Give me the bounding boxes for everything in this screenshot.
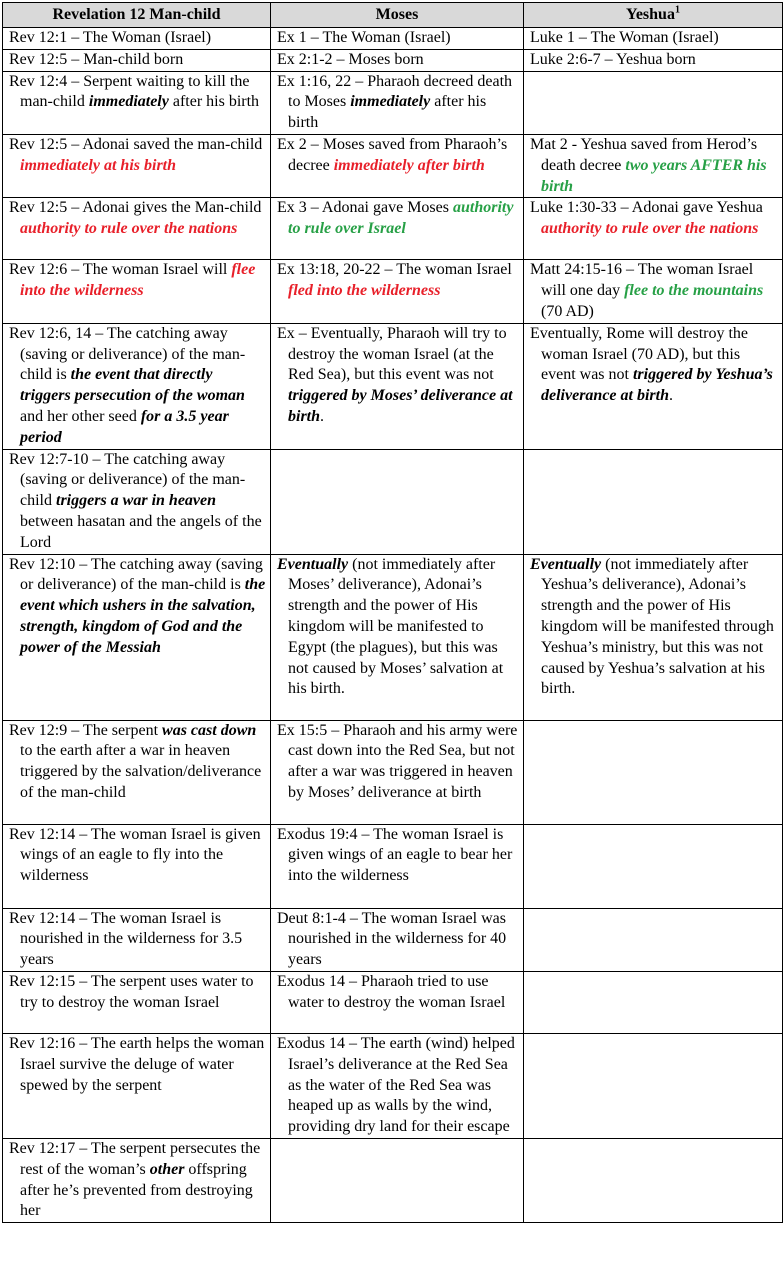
cell-moses (271, 971, 524, 1033)
cell-text (9, 555, 266, 659)
cell-text (530, 555, 778, 701)
table-row (3, 260, 783, 323)
table-body (3, 28, 783, 1223)
cell-text-run: Mat 2 - Yeshua saved from Herod’s death decree (530, 135, 758, 174)
emphasis-text: other (149, 1160, 185, 1178)
cell-text (530, 28, 778, 49)
cell-text (9, 198, 266, 240)
cell-yeshua (524, 260, 783, 323)
cell-text-run: Ex 2 – Moses saved from Pharaoh’s decree (277, 135, 508, 174)
emphasis-text: two years AFTER his birth (541, 156, 767, 195)
cell-text-run: Ex 15:5 – Pharaoh and his army were cast down into the Red Sea, but not after a war was triggered in heaven by Moses’ deliverance at birth (277, 721, 518, 801)
cell-text-run: after his birth (288, 93, 487, 132)
table-row (3, 28, 783, 50)
cell-text-run: Rev 12:6, 14 – The catching away (saving or deliverance) of the man-child is (9, 324, 246, 384)
cell-text (9, 72, 266, 114)
header-row (3, 3, 783, 28)
cell-text (277, 50, 519, 71)
emphasis-text: flee to the mountains (624, 282, 764, 300)
cell-revelation (3, 824, 271, 908)
cell-text (277, 135, 519, 177)
cell-text (277, 260, 519, 302)
cell-revelation (3, 71, 271, 134)
emphasis-text: authority to rule over Israel (288, 199, 514, 238)
cell-text-run: Ex 3 – Adonai gave Moses (277, 199, 453, 217)
cell-text (530, 198, 778, 240)
cell-yeshua (524, 134, 783, 197)
cell-text-run: (not immediately after Yeshua’s deliverance), Adonai’s strength and the power of His kingdom will be manifested through Yeshua’s ministry, but this was not caused by Yeshua’s salvation at his birth. (541, 555, 774, 698)
cell-revelation (3, 198, 271, 260)
cell-revelation (3, 1033, 271, 1138)
cell-text-run: Rev 12:5 – Man-child born (9, 50, 184, 68)
cell-text-run: Exodus 19:4 – The woman Israel is given wings of an eagle to bear her into the wilderness (277, 825, 513, 885)
cell-text-run: Deut 8:1-4 – The woman Israel was nourished in the wilderness for 40 years (277, 909, 507, 969)
footnote-marker: 1 (674, 4, 680, 16)
cell-text-run: Matt 24:15-16 – The woman Israel will one day (530, 261, 754, 300)
emphasis-text: authority to rule over the nations (541, 220, 759, 238)
cell-revelation (3, 323, 271, 449)
cell-text-run: Rev 12:10 – The catching away (saving or deliverance) of the man-child is (9, 555, 263, 594)
cell-text (277, 72, 519, 134)
table-row (3, 323, 783, 449)
table-row (3, 134, 783, 197)
cell-text-run: . (668, 387, 673, 405)
cell-yeshua (524, 1138, 783, 1222)
comparison-table (2, 2, 783, 1223)
cell-text-run: Rev 12:14 – The woman Israel is nourished in the wilderness for 3.5 years (9, 909, 243, 969)
cell-text (277, 1034, 519, 1138)
cell-text-run: (70 AD) (541, 302, 594, 320)
cell-text (9, 972, 266, 1014)
cell-moses (271, 554, 524, 720)
cell-moses (271, 198, 524, 260)
cell-yeshua (524, 908, 783, 971)
cell-text-run: Ex 1 – The Woman (Israel) (277, 29, 451, 46)
table-row (3, 554, 783, 720)
header-yeshua-label: Yeshua (626, 6, 675, 23)
cell-revelation (3, 554, 271, 720)
cell-text-run: Rev 12:5 – Adonai saved the man-child (9, 135, 263, 153)
cell-text (9, 825, 266, 887)
cell-yeshua (524, 1033, 783, 1138)
cell-text (277, 721, 519, 804)
cell-text-run: Exodus 14 – Pharaoh tried to use water to destroy the woman Israel (277, 972, 506, 1011)
cell-text (530, 260, 778, 322)
emphasis-text: the event which ushers in the salvation, strength, kingdom of God and the power of the Messiah (20, 576, 266, 656)
cell-yeshua (524, 449, 783, 554)
cell-yeshua (524, 323, 783, 449)
emphasis-text: immediately at his birth (20, 156, 177, 174)
cell-text (277, 555, 519, 701)
emphasis-text: Eventually (277, 555, 349, 573)
cell-text (277, 198, 519, 240)
emphasis-text: authority to rule over the nations (20, 220, 238, 238)
cell-moses (271, 71, 524, 134)
cell-text (530, 135, 778, 197)
cell-text-run: . (320, 407, 325, 425)
cell-text-run: Exodus 14 – The earth (wind) helped Israel’s deliverance at the Red Sea as the water of the Red Sea was heaped up as walls by the wind, providing dry land for their escape (277, 1034, 515, 1136)
cell-yeshua (524, 49, 783, 71)
cell-text (9, 28, 266, 49)
cell-text (9, 50, 266, 71)
cell-text (9, 721, 266, 804)
cell-text-run: Rev 12:14 – The woman Israel is given wings of an eagle to fly into the wilderness (9, 825, 261, 885)
cell-text-run: Rev 12:5 – Adonai gives the Man-child (9, 199, 262, 217)
cell-text-run: between hasatan and the angels of the Lord (20, 512, 262, 551)
cell-revelation (3, 449, 271, 554)
cell-text (9, 450, 266, 554)
cell-text (277, 972, 519, 1014)
cell-revelation (3, 720, 271, 824)
cell-moses (271, 1033, 524, 1138)
cell-text-run: Luke 2:6-7 – Yeshua born (530, 50, 696, 68)
cell-text (277, 324, 519, 428)
cell-text-run: Ex 1:16, 22 – Pharaoh decreed death to Moses (277, 72, 513, 111)
header-revelation (3, 3, 271, 28)
cell-text-run: Ex 2:1-2 – Moses born (277, 50, 424, 68)
cell-moses (271, 28, 524, 50)
cell-revelation (3, 134, 271, 197)
cell-revelation (3, 28, 271, 50)
emphasis-text: immediately (88, 93, 169, 111)
emphasis-text: Eventually (530, 555, 602, 573)
cell-moses (271, 720, 524, 824)
cell-text-run: Luke 1:30-33 – Adonai gave Yeshua (530, 199, 763, 217)
cell-text-run: to the earth after a war in heaven triggered by the salvation/deliverance of the man-child (20, 742, 262, 801)
emphasis-text: the event that directly triggers persecution of the woman (20, 366, 245, 405)
cell-text (277, 28, 519, 49)
cell-text-run: Ex 13:18, 20-22 – The woman Israel (277, 261, 512, 279)
cell-yeshua (524, 71, 783, 134)
cell-text-run: Rev 12:17 – The serpent persecutes the rest of the woman’s (9, 1139, 261, 1178)
cell-moses (271, 134, 524, 197)
cell-revelation (3, 1138, 271, 1222)
table-row (3, 824, 783, 908)
cell-text (277, 909, 519, 971)
cell-moses (271, 449, 524, 554)
cell-text-run: Rev 12:4 – Serpent waiting to kill the man-child (9, 72, 250, 111)
cell-yeshua (524, 824, 783, 908)
cell-revelation (3, 260, 271, 323)
cell-yeshua (524, 198, 783, 260)
cell-moses (271, 323, 524, 449)
cell-yeshua (524, 971, 783, 1033)
emphasis-text: triggers a war in heaven (56, 492, 217, 510)
cell-text-run: Rev 12:1 – The Woman (Israel) (9, 29, 212, 46)
header-moses (271, 3, 524, 28)
emphasis-text: was cast down (162, 721, 257, 739)
table-row (3, 1138, 783, 1222)
cell-text-run: (not immediately after Moses’ deliverance), Adonai’s strength and the power of His kingdom will be manifested to Egypt (the plagues), but this was not caused by Moses’ salvation at his birth. (288, 555, 504, 698)
table-row (3, 71, 783, 134)
cell-text (530, 324, 778, 407)
cell-text-run: and her other seed (20, 407, 141, 425)
cell-text-run: Luke 1 – The Woman (Israel) (530, 29, 719, 46)
cell-text-run: Rev 12:9 – The serpent (9, 721, 163, 739)
cell-text-run: Eventually, Rome will destroy the woman Israel (70 AD), but this event was not (530, 324, 749, 384)
emphasis-text: immediately after birth (333, 156, 485, 174)
cell-moses (271, 260, 524, 323)
table-row (3, 449, 783, 554)
cell-moses (271, 1138, 524, 1222)
table-row (3, 198, 783, 260)
cell-text-run: Rev 12:15 – The serpent uses water to try to destroy the woman Israel (9, 972, 254, 1011)
emphasis-text: triggered by Moses’ deliverance at birth (288, 387, 513, 425)
cell-text (530, 50, 778, 71)
emphasis-text: for a 3.5 year period (20, 407, 229, 446)
cell-moses (271, 824, 524, 908)
cell-revelation (3, 49, 271, 71)
cell-text-run: Rev 12:16 – The earth helps the woman Israel survive the deluge of water spewed by the serpent (9, 1034, 265, 1094)
cell-text (277, 825, 519, 887)
header-revelation-label: Revelation 12 Man-child (52, 6, 221, 23)
cell-text (9, 909, 266, 971)
cell-text (9, 324, 266, 449)
cell-yeshua (524, 720, 783, 824)
cell-moses (271, 49, 524, 71)
cell-yeshua (524, 554, 783, 720)
emphasis-text: flee into the wilderness (20, 261, 256, 300)
table-row (3, 908, 783, 971)
cell-revelation (3, 971, 271, 1033)
table-row (3, 720, 783, 824)
cell-text (9, 1034, 266, 1096)
cell-yeshua (524, 28, 783, 50)
table-row (3, 971, 783, 1033)
cell-text-run: after his birth (168, 93, 260, 111)
cell-text-run: Rev 12:6 – The woman Israel will (9, 261, 232, 279)
table-row (3, 1033, 783, 1138)
cell-text-run: Rev 12:7-10 – The catching away (saving or deliverance) of the man-child (9, 450, 246, 510)
cell-moses (271, 908, 524, 971)
cell-text (9, 260, 266, 302)
cell-text-run: offspring after he’s prevented from destroying her (20, 1160, 253, 1220)
emphasis-text: triggered by Yeshua’s deliverance at birth (541, 366, 773, 405)
cell-text (9, 1139, 266, 1222)
cell-text (9, 135, 266, 177)
table-row (3, 49, 783, 71)
emphasis-text: immediately (350, 93, 431, 111)
emphasis-text: fled into the wilderness (288, 282, 441, 300)
header-yeshua (524, 3, 783, 28)
cell-text-run: Ex – Eventually, Pharaoh will try to destroy the woman Israel (at the Red Sea), but this event was not (277, 324, 507, 384)
cell-revelation (3, 908, 271, 971)
header-moses-label: Moses (375, 6, 419, 23)
